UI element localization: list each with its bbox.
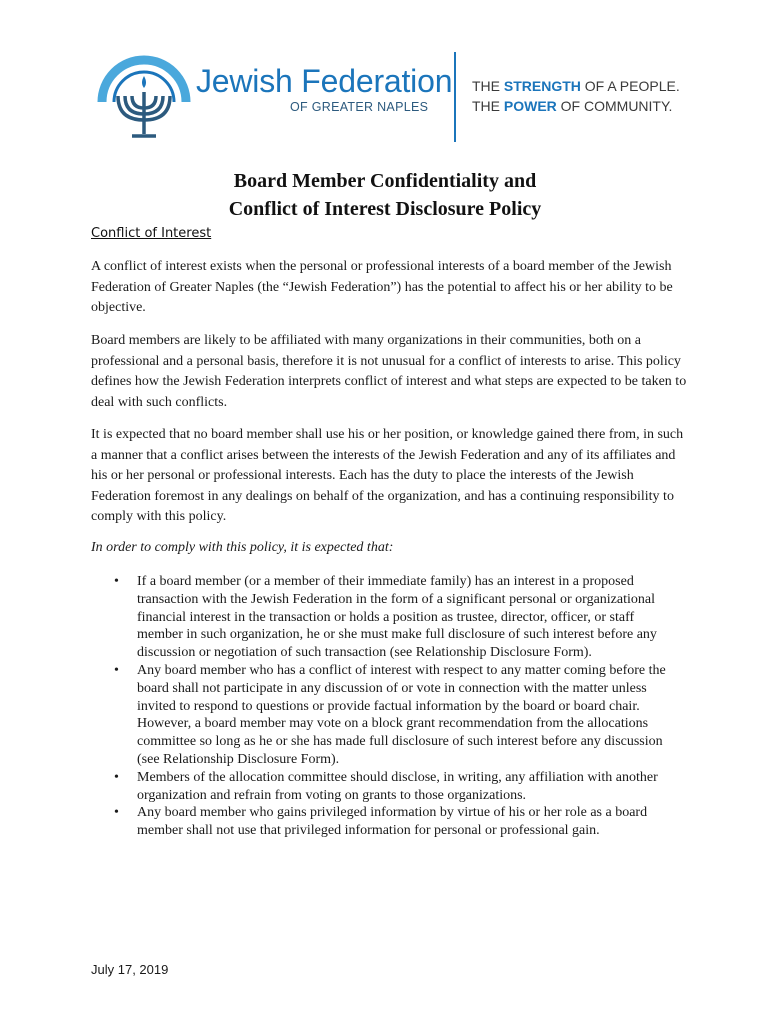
bullet-text-1: If a board member (or a member of their immediate family) has an interest in a proposed transaction with the Jewish Federation in the form of a significant personal or organizational financial interest in the transaction or holds a position as trustee, director, officer, or staff member in such organization, he or she must make full disclosure of such interest before any discussion or negotiation of such transaction (see Relationship Disclosure Form). (137, 574, 657, 661)
org-subtitle: OF GREATER NAPLES (290, 100, 429, 114)
tagline-2-strong: POWER (503, 98, 557, 114)
bullet-icon: • (114, 805, 119, 821)
header-divider (454, 52, 456, 142)
tagline (472, 76, 680, 116)
org-name: Jewish Federation (196, 63, 453, 99)
tagline-1-pre: THE (472, 78, 504, 94)
tagline-1-strong: STRENGTH (503, 78, 581, 94)
bullet-text-3: Members of the allocation committee should disclose, in writing, any affiliation with another organization and refrain from voting on grants to those organizations. (137, 769, 658, 803)
section-heading: Conflict of Interest (91, 226, 212, 241)
intro-sentence: In order to comply with this policy, it is expected that: (91, 540, 394, 555)
bullet-icon: • (114, 574, 119, 589)
tagline-line-1 (472, 76, 680, 96)
list-item (110, 573, 670, 662)
tagline-2-pre: THE (472, 98, 504, 114)
footer-date: July 17, 2019 (91, 962, 169, 977)
tagline-1-post: OF A PEOPLE. (580, 78, 680, 94)
menorah-arc-logo-icon (96, 52, 192, 144)
policy-bullet-list (110, 573, 670, 840)
bullet-text-2: Any board member who has a conflict of interest with respect to any matter coming before the board shall not participate in any discussion of or vote in connection with the matter unless invited to respond to questions or provide factual information by the board or board chair. However, a board member may vote on a block grant recommendation from the allocations committee so long as he or she has made full disclosure of such interest before any discussion (see Relationship Disclosure Form). (137, 662, 666, 767)
document-title-line-2: Conflict of Interest Disclosure Policy (228, 198, 542, 220)
document-title-line-1: Board Member Confidentiality and (233, 170, 537, 192)
bullet-icon: • (114, 662, 119, 678)
paragraph-1: A conflict of interest exists when the personal or professional interests of a board member of the Jewish Federation of Greater Naples (the “Jewish Federation”) has the potential to affect his or her ability to be objective. (91, 259, 673, 315)
bullet-icon: • (114, 769, 119, 785)
tagline-line-2 (472, 96, 680, 116)
tagline-2-post: OF COMMUNITY. (556, 98, 673, 114)
bullet-text-4: Any board member who gains privileged information by virtue of his or her role as a board member shall not use that privileged information for personal or professional gain. (137, 805, 648, 839)
list-item (110, 804, 670, 840)
paragraph-2: Board members are likely to be affiliated with many organizations in their communities, both on a professional and a personal basis, therefore it is not unusual for a conflict of interests to arise. This policy defines how the Jewish Federation interprets conflict of interest and what steps are expected to be taken to deal with such conflicts. (91, 333, 687, 410)
list-item (110, 769, 670, 805)
list-item (110, 662, 670, 769)
paragraph-3: It is expected that no board member shall use his or her position, or knowledge gained there from, in such a manner that a conflict arises between the interests of the Jewish Federation and any of its affiliates and his or her personal or professional interests. Each has the duty to place the interests of the Jewish Federation foremost in any dealings on behalf of the organization, and has a continuing responsibility to comply with this policy. (91, 427, 684, 524)
